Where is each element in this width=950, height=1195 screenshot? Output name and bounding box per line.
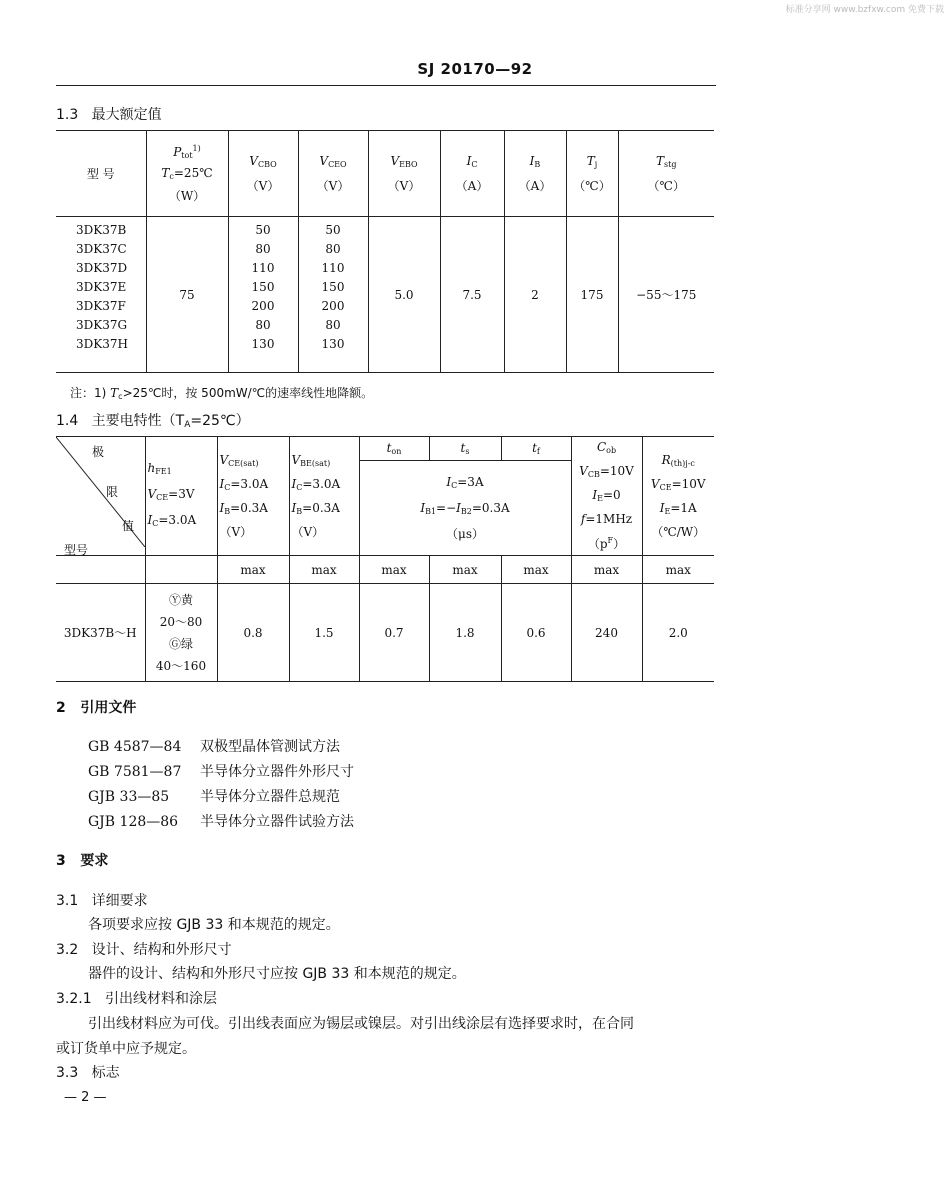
rth-value: 2.0	[642, 584, 714, 682]
ts-header: ts	[429, 437, 501, 461]
section-3-2-body: 器件的设计、结构和外形尺寸应按 GJB 33 和本规范的规定。	[88, 966, 466, 982]
section-1-3-heading: 1.3 最大额定值	[56, 107, 162, 123]
section-2-heading: 2 引用文件	[56, 700, 137, 716]
cob-header: Cob VCB=10V IE=0 f=1MHz $(p^F)$	[571, 437, 642, 556]
type-cell: 3DK37F	[76, 299, 126, 313]
header-rule	[56, 85, 716, 86]
type-list	[56, 217, 146, 373]
rth-header: R(th)j-c VCE=10V IE=1A （℃/W）	[642, 437, 714, 556]
type-cell: 3DK37E	[76, 280, 127, 294]
ton-header: ton	[359, 437, 429, 461]
hfe-value: Ⓨ黄 20～80 Ⓖ绿 40～160	[145, 584, 217, 682]
watermark: 标准分享网 www.bzfxw.com 免费下载	[785, 5, 944, 15]
col-tstg: Tstg （℃）	[618, 131, 714, 217]
section-3-2-1-heading: 3.2.1 引出线材料和涂层	[56, 991, 217, 1007]
col-ib: IB （A）	[504, 131, 566, 217]
max-label: max	[217, 556, 289, 584]
section-3-1-heading: 3.1 详细要求	[56, 893, 148, 909]
type-cell: 3DK37H	[76, 337, 128, 351]
reference-item: GB 4587—84 双极型晶体管测试方法	[88, 739, 340, 755]
reference-item: GB 7581—87 半导体分立器件外形尺寸	[88, 764, 354, 780]
col-vcbo: VCBO （V）	[228, 131, 298, 217]
ptot-value: 75	[146, 217, 228, 373]
row-type: 3DK37B～H	[56, 584, 145, 682]
section-1-4-heading: 1.4 主要电特性（TA=25℃）	[56, 413, 250, 430]
tf-value: 0.6	[501, 584, 571, 682]
max-label: max	[571, 556, 642, 584]
section-3-2-1-body-line2: 或订货单中应予规定。	[56, 1041, 196, 1057]
vce-sat-value: 0.8	[217, 584, 289, 682]
section-3-heading: 3 要求	[56, 853, 109, 869]
vceo-list: 50 80 110 150 200 80 130	[298, 217, 368, 373]
section-3-2-heading: 3.2 设计、结构和外形尺寸	[56, 942, 232, 958]
max-label: max	[359, 556, 429, 584]
col-ptot: Ptot$^{1)}$ Tc=25℃ （W）	[146, 131, 228, 217]
tf-header: tf	[501, 437, 571, 461]
tstg-value: −55～175	[618, 217, 714, 373]
col-vceo: VCEO （V）	[298, 131, 368, 217]
max-ratings-table	[56, 130, 714, 373]
ib-value: 2	[504, 217, 566, 373]
ton-value: 0.7	[359, 584, 429, 682]
max-label: max	[642, 556, 714, 584]
col-tj: Tj （℃）	[566, 131, 618, 217]
reference-item: GJB 128—86 半导体分立器件试验方法	[88, 814, 354, 830]
switching-conditions: IC=3A IB1=−IB2=0.3A （μs）	[359, 460, 571, 555]
vbe-sat-value: 1.5	[289, 584, 359, 682]
max-label: max	[429, 556, 501, 584]
type-cell: 3DK37G	[76, 318, 128, 332]
standard-number: SJ 20170—92	[417, 60, 533, 78]
corner-cell: 极 限 值 型号	[56, 437, 145, 556]
max-label: max	[501, 556, 571, 584]
cob-value: 240	[571, 584, 642, 682]
col-ic: IC （A）	[440, 131, 504, 217]
reference-item: GJB 33—85 半导体分立器件总规范	[88, 789, 340, 805]
vbe-sat-header: VBE(sat) IC=3.0A IB=0.3A （V）	[289, 437, 359, 556]
vebo-value: 5.0	[368, 217, 440, 373]
tj-value: 175	[566, 217, 618, 373]
hfe-header: hFE1 VCE=3V IC=3.0A	[145, 437, 217, 556]
page-number: — 2 —	[64, 1090, 107, 1105]
type-cell: 3DK37B	[76, 223, 127, 237]
type-cell: 3DK37D	[76, 261, 128, 275]
ratings-note: 注：1) Tc>25℃时，按 500mW/℃的速率线性地降额。	[70, 386, 374, 401]
vce-sat-header: VCE(sat) IC=3.0A IB=0.3A （V）	[217, 437, 289, 556]
section-3-2-1-body-line1: 引出线材料应为可伐。引出线表面应为锡层或镍层。对引出线涂层有选择要求时，在合同	[88, 1016, 634, 1032]
type-cell: 3DK37C	[76, 242, 127, 256]
col-type: 型 号	[56, 131, 146, 217]
col-vebo: VEBO （V）	[368, 131, 440, 217]
vcbo-list: 50 80 110 150 200 80 130	[228, 217, 298, 373]
section-3-3-heading: 3.3 标志	[56, 1065, 120, 1081]
section-3-1-body: 各项要求应按 GJB 33 和本规范的规定。	[88, 917, 340, 933]
electrical-table	[56, 436, 714, 682]
ts-value: 1.8	[429, 584, 501, 682]
ic-value: 7.5	[440, 217, 504, 373]
max-label: max	[289, 556, 359, 584]
